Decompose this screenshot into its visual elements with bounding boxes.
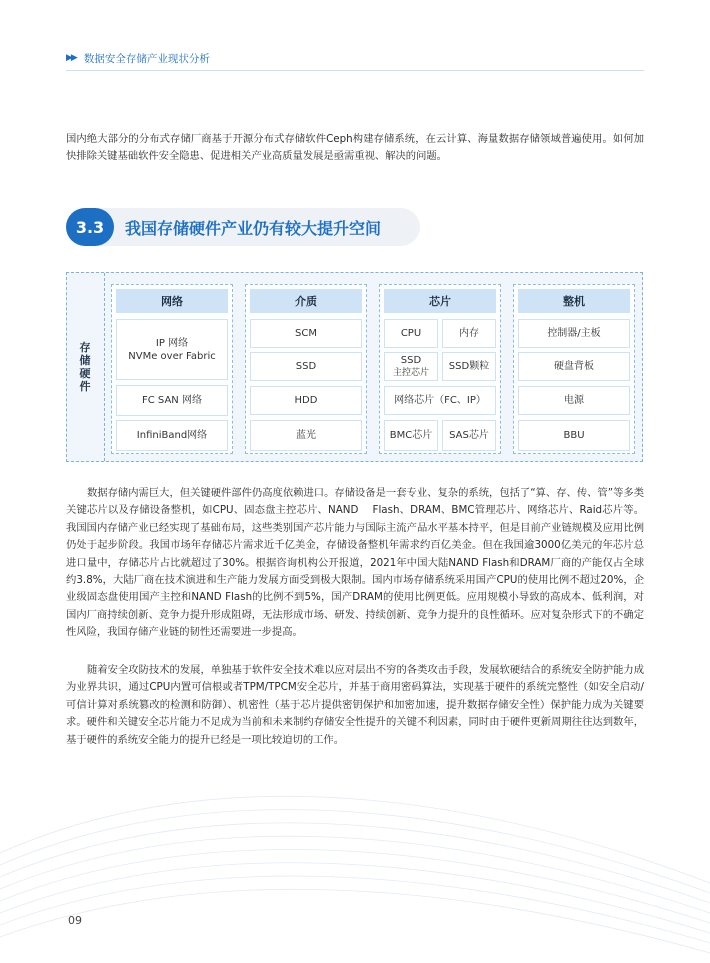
cell-ip-network: IP 网络 NVMe over Fabric xyxy=(116,319,228,380)
cell-fc-san: FC SAN 网络 xyxy=(116,385,228,416)
cell-bbu: BBU xyxy=(518,420,630,451)
header-divider xyxy=(66,70,644,71)
cell-hdd: HDD xyxy=(250,386,362,415)
cell-power: 电源 xyxy=(518,386,630,415)
body-paragraph-2: 随着安全攻防技术的发展，单独基于软件安全技术难以应对层出不穷的各类攻击手段，发展软硬结合的系统安全防护能力成为业界共识，通过CPU内置可信根或者TPM/TPCM安全芯片，并基于商用密码算法，实现基于硬件的系统完整性（如安全启动/可信计算对系统篡改的检测和防御）、机密性（基于芯片提供密钥保护和加密加速，提升数据存储安全性）保护能力成为关键要求。硬件和关键安全芯片能力不足成为当前和未来制约存储安全性提升的关键不利因素，同时由于硬件更新周期往往达到数年，基于硬件的系统安全能力的提升已经是一项比较迫切的工作。 xyxy=(66,664,644,746)
figure-divider xyxy=(104,273,105,461)
cell-controller: 控制器/主板 xyxy=(518,319,630,348)
cell-ssd-controller-sub: 主控芯片 xyxy=(392,367,429,378)
column-header: 芯片 xyxy=(384,289,496,313)
running-header xyxy=(66,50,210,66)
cell-backplane: 硬盘背板 xyxy=(518,352,630,381)
cell-ssd-controller-main: SSD xyxy=(400,354,422,366)
cell-network-chip: 网络芯片（FC、IP） xyxy=(384,386,496,415)
cell-ssd: SSD xyxy=(250,352,362,381)
page-number: 09 xyxy=(68,914,82,927)
cell-ssd-controller xyxy=(384,352,438,381)
column-header: 整机 xyxy=(518,289,630,313)
decorative-wave-lines xyxy=(0,733,710,963)
double-arrow-icon: ▶▶ xyxy=(66,53,76,63)
cell-bluray: 蓝光 xyxy=(250,420,362,451)
cell-scm: SCM xyxy=(250,319,362,348)
column-system xyxy=(513,284,635,454)
column-chips xyxy=(379,284,501,454)
side-label-text: 存储硬件 xyxy=(79,341,91,393)
column-header: 介质 xyxy=(250,289,362,313)
cell-bmc-chip: BMC芯片 xyxy=(384,420,438,451)
section-number: 3.3 xyxy=(66,208,114,246)
cell-cpu: CPU xyxy=(384,319,438,348)
section-title: 我国存储硬件产业仍有较大提升空间 xyxy=(125,218,382,238)
column-header: 网络 xyxy=(116,289,228,313)
intro-paragraph: 国内绝大部分的分布式存储厂商基于开源分布式存储软件Ceph构建存储系统，在云计算、海量数据存储领域普遍使用。如何加快排除关键基础软件安全隐患、促进相关产业高质量发展是亟需重视、解决的问题。 xyxy=(66,133,644,163)
section-heading xyxy=(66,208,420,246)
storage-hardware-figure xyxy=(66,272,643,462)
cell-ssd-particles: SSD颗粒 xyxy=(442,352,496,381)
running-header-title: 数据安全存储产业现状分析 xyxy=(83,52,210,65)
figure-side-label xyxy=(67,273,103,461)
column-media xyxy=(245,284,367,454)
cell-infiniband: InfiniBand网络 xyxy=(116,420,228,451)
body-paragraph-1: 数据存储内需巨大，但关键硬件部件仍高度依赖进口。存储设备是一套专业、复杂的系统，包括了“算、存、传、管”等多类关键芯片以及存储设备整机，如CPU、固态盘主控芯片、NAND Flash、DRAM、BMC管理芯片、网络芯片、Raid芯片等。我国国内存储产业已经实现了基础布局，这些类别国产芯片能力与国际主流产品水平基本持平，但是目前产业链规模及应用比例仍处于起步阶段。我国市场年存储芯片需求近千亿美金，存储设备整机年需求约百亿美金。但在我国逾3000亿美元的年芯片总进口量中，存储芯片占比就超过了30%。根据咨询机构公开报道，2021年中国大陆NAND Flash和DRAM厂商的产能仅占全球约3.8%，大陆厂商在技术演进和生产能力发展方面受到极大限制。国内市场存储系统采用国产CPU的使用比例不超过20%，企业级固态盘使用国产主控和NAND Flash的比例不到5%，国产DRAM的使用比例更低。应用规模小导致的高成本、低利润，对国内厂商持续创新、竞争力提升形成阻碍，无法形成市场、研发、持续创新、竞争力提升的良性循环。应对复杂形式下的不确定性风险，我国存储产业链的韧性还需要进一步提高。 xyxy=(66,487,644,639)
cell-sas-chip: SAS芯片 xyxy=(442,420,496,451)
column-network xyxy=(111,284,233,454)
cell-memory: 内存 xyxy=(442,319,496,348)
